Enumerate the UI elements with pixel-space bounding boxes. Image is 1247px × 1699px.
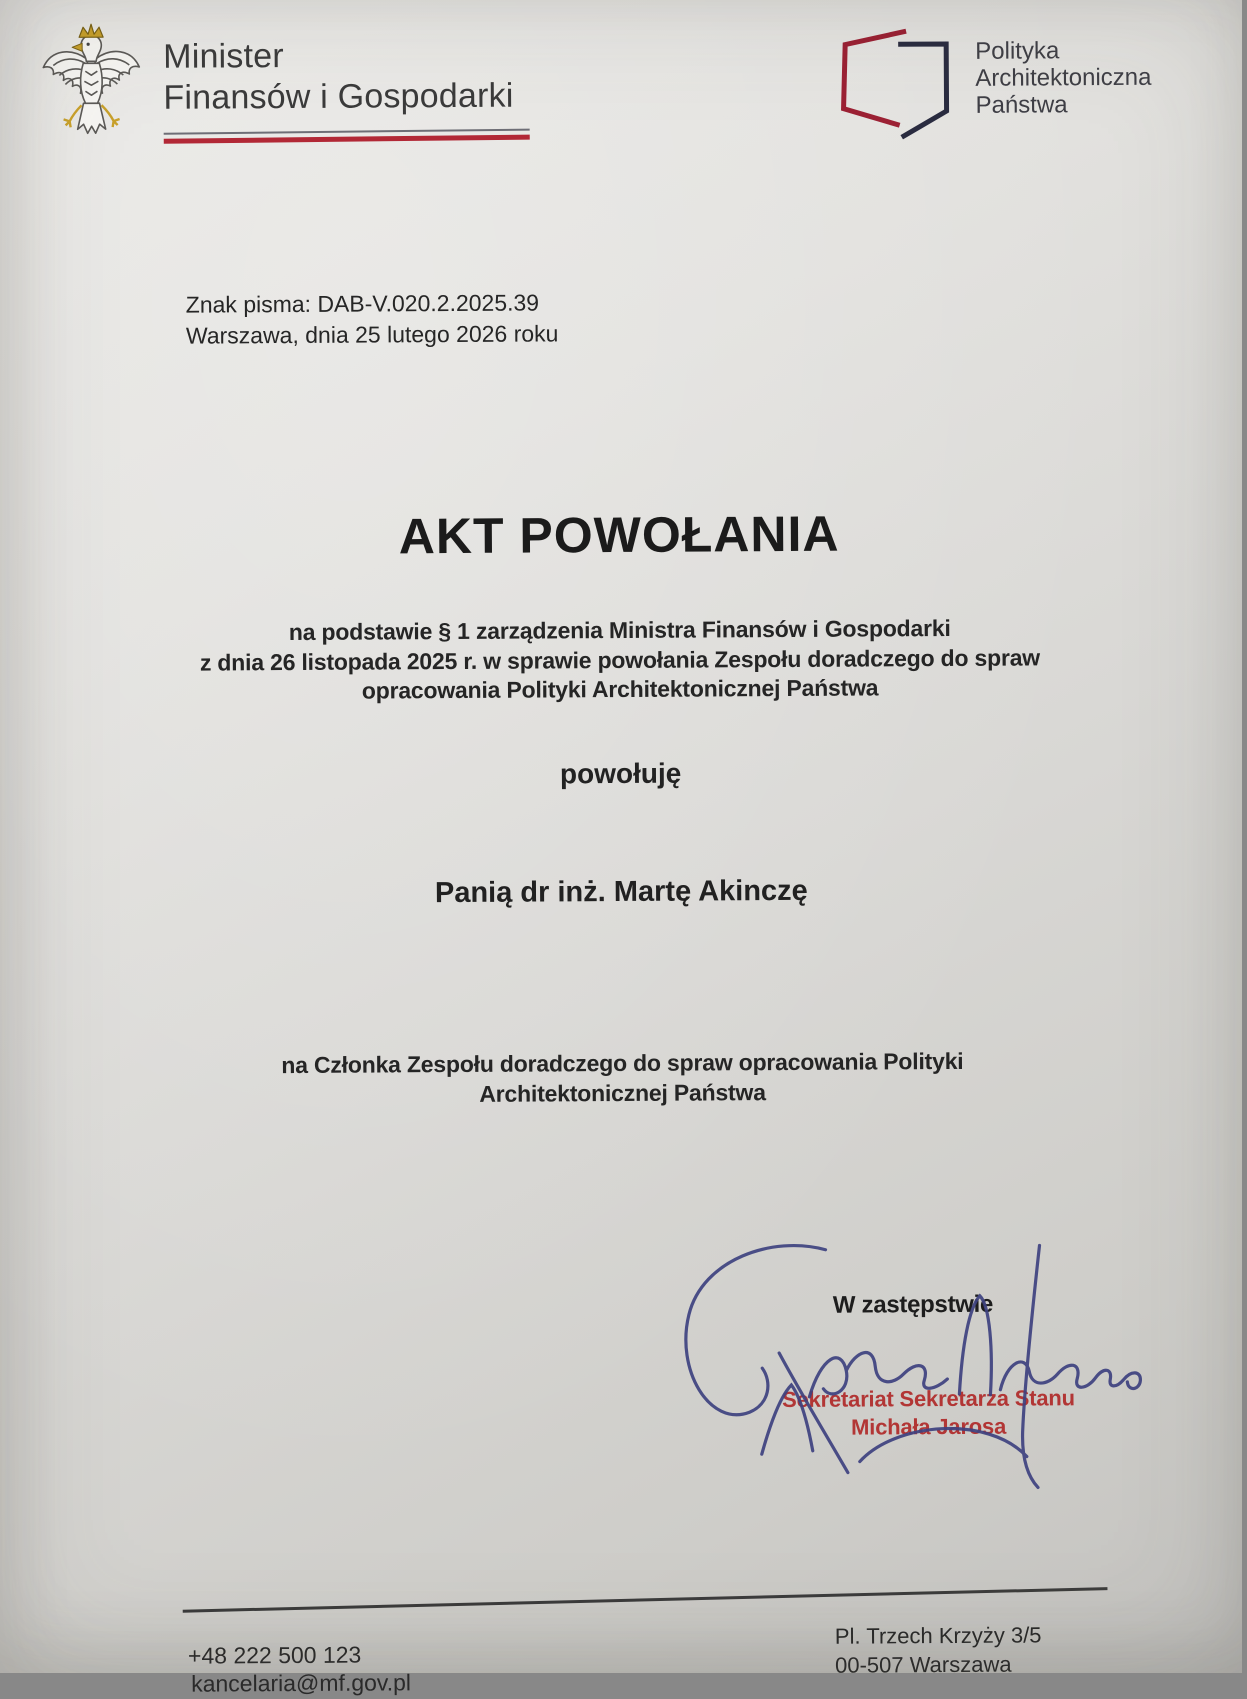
appointment-line1: na Członka Zespołu doradczego do spraw opracowania Polityki xyxy=(281,1047,964,1079)
footer-address-line2: 00-507 Warszawa xyxy=(834,1651,1012,1678)
program-name-line2: Architektoniczna xyxy=(975,63,1152,92)
flag-underline-gray xyxy=(164,129,530,135)
red-stamp-text xyxy=(773,1384,1083,1442)
footer-clipped-line: kancelaria@mf.gov.pl xyxy=(191,1669,412,1697)
reference-block xyxy=(186,287,559,351)
pap-hexagon-logo-icon xyxy=(835,23,956,144)
appointment-paragraph xyxy=(1,1044,1243,1112)
footer-phone: +48 222 500 123 xyxy=(187,1641,362,1669)
program-name-line3: Państwa xyxy=(975,91,1068,119)
legal-basis-paragraph xyxy=(0,612,1241,708)
on-behalf-label: W zastępstwie xyxy=(832,1290,994,1319)
program-name xyxy=(975,37,1152,119)
place-and-date: Warszawa, dnia 25 lutego 2026 roku xyxy=(185,320,559,349)
legal-basis-line3: opracowania Polityki Architektonicznej Państwa xyxy=(361,674,879,704)
stamp-line1: Sekretariat Sekretarza Stanu xyxy=(781,1385,1075,1413)
stamp-line2: Michała Jarosa xyxy=(851,1413,1007,1440)
ministry-name-line1: Minister xyxy=(163,37,284,76)
flag-underline xyxy=(164,129,530,144)
footer-rule xyxy=(183,1587,1108,1612)
action-word: powołuję xyxy=(559,757,682,790)
ministry-name xyxy=(163,35,514,119)
ministry-name-line2: Finansów i Gospodarki xyxy=(163,76,514,117)
polish-eagle-emblem xyxy=(39,21,144,154)
appointment-line2: Architektonicznej Państwa xyxy=(479,1079,766,1107)
document-title: AKT POWOŁANIA xyxy=(398,505,840,565)
appointee-name: Panią dr inż. Martę Akinczę xyxy=(434,874,808,910)
footer-address xyxy=(835,1620,1042,1679)
legal-basis-line2: z dnia 26 listopada 2025 r. w sprawie powołania Zespołu doradczego do spraw xyxy=(199,643,1041,676)
case-number: Znak pisma: DAB-V.020.2.2025.39 xyxy=(185,289,540,318)
legal-basis-line1: na podstawie § 1 zarządzenia Ministra Finansów i Gospodarki xyxy=(288,614,951,646)
flag-underline-red xyxy=(164,135,530,144)
footer-address-line1: Pl. Trzech Krzyży 3/5 xyxy=(834,1622,1042,1649)
program-name-line1: Polityka xyxy=(975,37,1060,65)
